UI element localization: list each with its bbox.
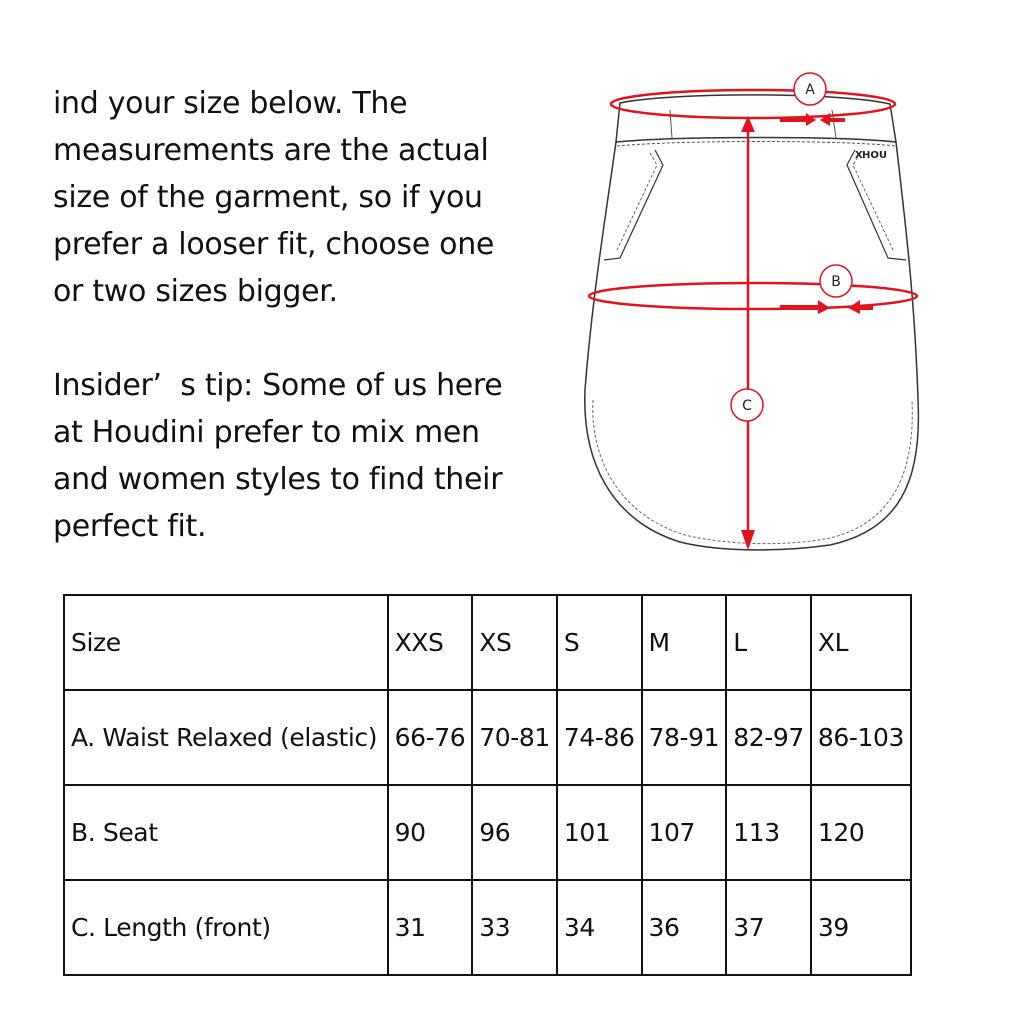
table-cell: 101 [557,785,642,880]
header-cell-xl: XL [811,595,911,690]
header-cell-xxs: XXS [388,595,473,690]
fit-instructions: ind your size below. The measurements are the actual size of the garment, so if you prefer a looser fit, choose one or two sizes bigger. [53,86,495,309]
table-cell: 120 [811,785,911,880]
brand-logo: HOU [862,150,887,161]
right-pocket [847,150,906,260]
header-cell-xs: XS [472,595,557,690]
table-row-length [64,880,911,975]
garment-measurement-diagram [580,68,925,558]
right-pocket-stitch [853,153,894,252]
table-cell: 70-81 [472,690,557,785]
row-label-waist: A. Waist Relaxed (elastic) [64,690,388,785]
header-cell-l: L [726,595,811,690]
table-cell: 37 [726,880,811,975]
measure-arrow-a-right [780,113,816,126]
intro-text [53,80,533,550]
brand-logo-mark: X [855,150,863,161]
table-cell: 31 [388,880,473,975]
left-pocket-stitch [616,153,657,252]
measure-arrow-b-left [848,300,873,314]
waist-drawcord-line [670,110,836,138]
row-label-length: C. Length (front) [64,880,388,975]
row-label-seat: B. Seat [64,785,388,880]
header-cell-s: S [557,595,642,690]
table-header-row [64,595,911,690]
table-cell: 39 [811,880,911,975]
table-cell: 33 [472,880,557,975]
table-row-waist [64,690,911,785]
table-cell: 113 [726,785,811,880]
header-cell-m: M [642,595,727,690]
table-cell: 82-97 [726,690,811,785]
waistband-stitch [617,142,896,147]
skirt-body-outline [585,142,919,550]
badge-c-label: C [742,398,752,414]
table-cell: 74-86 [557,690,642,785]
table-cell: 78-91 [642,690,727,785]
table-cell: 36 [642,880,727,975]
header-cell-size: Size [64,595,388,690]
measure-arrow-c-bottom [741,530,755,550]
size-chart-table [63,594,912,976]
table-row-seat [64,785,911,880]
insider-tip: Insider’ s tip: Some of us here at Houdini prefer to mix men and women styles to find their perfect fit. [53,368,503,544]
table-cell: 34 [557,880,642,975]
table-cell: 66-76 [388,690,473,785]
table-cell: 86-103 [811,690,911,785]
badge-b-label: B [831,274,841,290]
badge-a-label: A [805,82,815,98]
table-cell: 90 [388,785,473,880]
measure-arrow-b-right [780,300,830,314]
table-cell: 107 [642,785,727,880]
table-cell: 96 [472,785,557,880]
